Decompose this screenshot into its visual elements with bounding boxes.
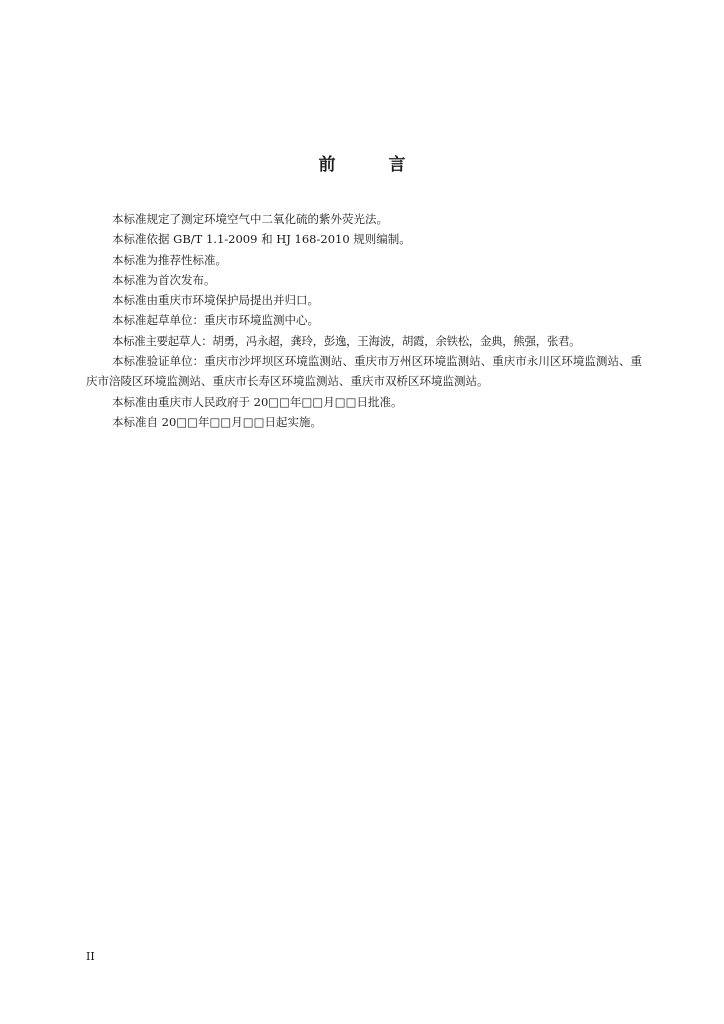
paragraph-drafters: 本标准主要起草人：胡勇，冯永超，龚玲，彭逸，王海波，胡霞，余铁松，金典，熊强，张君。 [112, 333, 581, 348]
paragraph-verification-units: 本标准验证单位：重庆市沙坪坝区环境监测站、重庆市万州区环境监测站、重庆市永川区环境监测站、重庆市涪陵区环境监测站、重庆市长寿区环境监测站、重庆市双桥区环境监测站。 [86, 354, 642, 389]
paragraph-release: 本标准为首次发布。 [112, 272, 216, 287]
page-number: II [86, 950, 95, 963]
paragraph-scope: 本标准规定了测定环境空气中二氧化硫的紫外荧光法。 [112, 212, 388, 226]
paragraph-proposer: 本标准由重庆市环境保护局提出并归口。 [112, 293, 319, 308]
foreword-body [86, 209, 642, 432]
paragraph-drafting-unit: 本标准起草单位：重庆市环境监测中心。 [112, 313, 319, 328]
page-title: 前 言 [318, 155, 424, 175]
paragraph-implementation: 本标准自 20□□年□□月□□日起实施。 [112, 414, 322, 429]
paragraph-type: 本标准为推荐性标准。 [112, 252, 227, 267]
paragraph-basis: 本标准依据 GB/T 1.1-2009 和 HJ 168-2010 规则编制。 [112, 232, 411, 247]
paragraph-approval: 本标准由重庆市人民政府于 20□□年□□月□□日批准。 [112, 394, 403, 409]
